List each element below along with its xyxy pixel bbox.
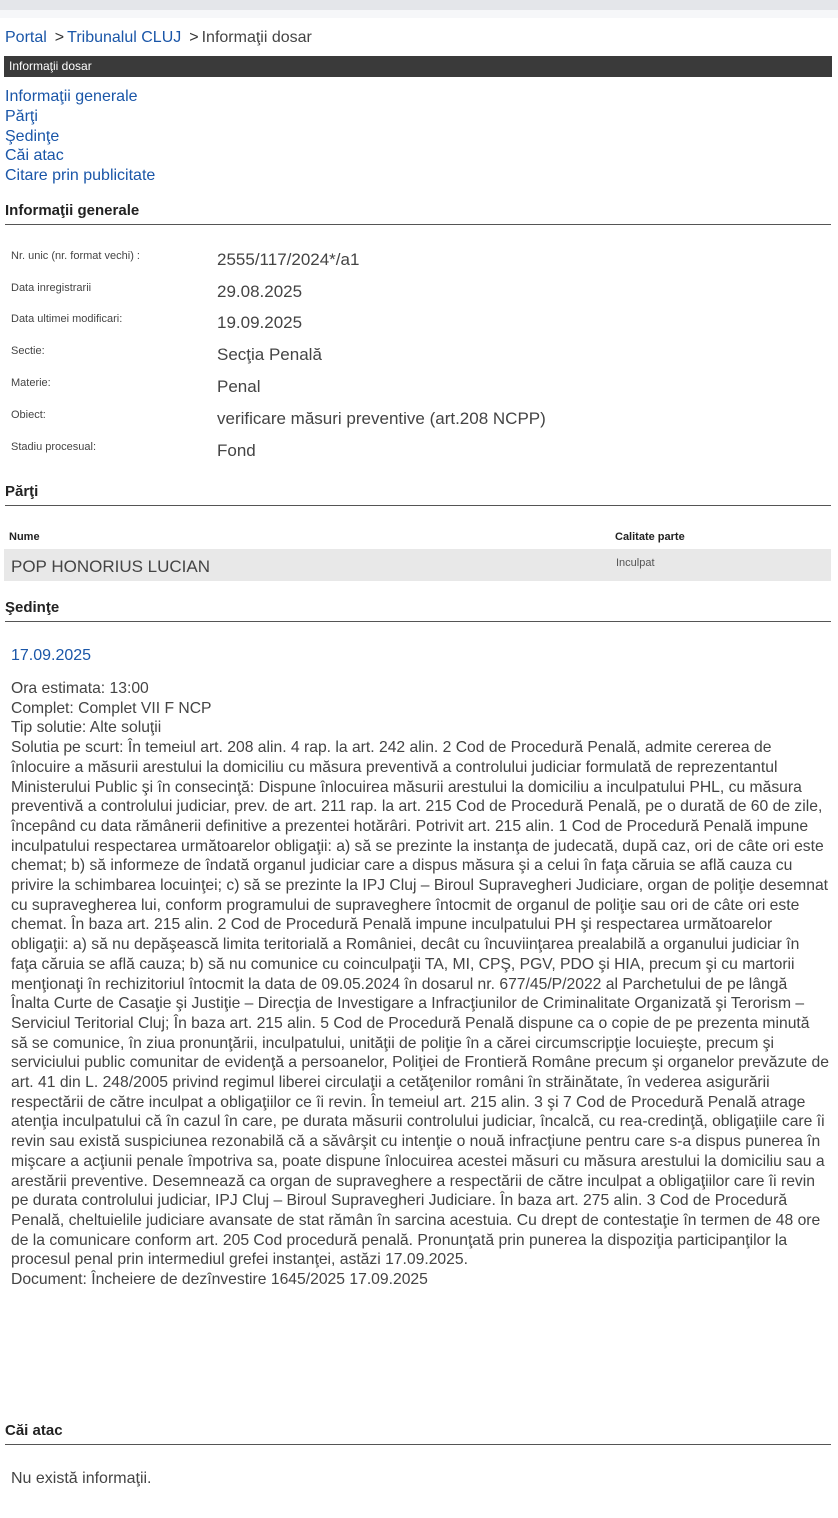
column-header-name: Nume [9,531,40,543]
breadcrumb-current: Informaţii dosar [201,29,312,46]
info-row [11,313,831,343]
info-row [11,441,831,471]
info-row [11,377,831,407]
session-solution-type: Tip solutie: Alte soluţii [11,719,162,737]
info-label: Materie: [11,377,51,389]
session-time: Ora estimata: 13:00 [11,680,149,697]
info-value: verificare măsuri preventive (art.208 NCPP) [217,409,546,428]
top-browser-bar [0,0,838,10]
section-title-appeals: Căi atac [5,1422,831,1445]
info-row [11,409,831,439]
session-document: Document: Încheiere de dezînvestire 1645/2025 17.09.2025 [11,1271,428,1289]
info-label: Stadiu procesual: [11,441,96,453]
page-header-bar: Informaţii dosar [4,56,832,77]
party-name: POP HONORIUS LUCIAN [11,557,211,576]
info-label: Sectie: [11,345,45,357]
nav-link-sessions[interactable]: Şedinţe [5,127,60,145]
section-nav [5,87,155,186]
breadcrumb-separator: > [189,29,199,46]
info-label: Nr. unic (nr. format vechi) : [11,250,140,262]
breadcrumb [5,28,312,48]
info-label: Obiect: [11,409,46,421]
session-solution-summary: Solutia pe scurt: În temeiul art. 208 alin. 4 rap. la art. 242 alin. 2 Cod de Procedură Penală, admite cererea de înlocuire a măsurii arestului la domiciliu cu măsura preventivă a controlului judiciar formulată de reprezentantul Ministerului Public şi în consecinţă: Dispune înlocuirea măsurii arestului la domiciliu a inculpatului PHL, cu măsura preventivă a controlului judiciar, prev. de art. 211 rap. la art. 215 Cod de Procedură Penală, pe o durată de 60 de zile, începând cu data rămânerii definitive a prezentei hotărâri. Potrivit art. 215 alin. 1 Cod de Procedură Penală impune inculpatului respectarea următoarelor obligaţii: a) să se prezinte la instanţa de judecată, după caz, ori de câte ori este chemat; b) să informeze de îndată organul judiciar care a dispus măsura şi a celui în faţa căruia se află cauza cu privire la schimbarea locuinţei; c) să se prezinte la IPJ Cluj – Biroul Supravegheri Judiciare, organ de poliţie desemnat cu supravegherea lui, conform programului de supraveghere întocmit de organul de poliţie sau ori de câte ori este chemat. În baza art. 215 alin. 2 Cod de Procedură Penală impune inculpatului PH şi respectarea următoarelor obligaţii: a) să nu depăşească limita teritorială a României, decât cu încuviinţarea prealabilă a organului judiciar în faţa căruia se află cauza; b) să nu comunice cu coinculpaţii TA, MI, CPŞ, PGV, PDO şi HIA, precum şi cu martorii menţionaţi în rechizitoriul întocmit la data de 09.05.2024 în dosarul nr. 677/45/P/2022 al Parchetului de pe lângă Înalta Curte de Casaţie şi Justiţie – Direcţia de Investigare a Infracţiunilor de Criminalitate Organizată şi Terorism – Serviciul Teritorial Cluj; În baza art. 215 alin. 5 Cod de Procedură Penală dispune ca o copie de pe prezenta minută să se comunice, în ziua pronunţării, inculpatului, unităţii de poliţie în a cărei circumscripţie locuieşte, precum şi serviciului public comunitar de evidenţă a persoanelor, Poliţiei de Frontieră Române precum şi organelor prevăzute de art. 41 din L. 248/2005 privind regimul liberei circulaţii a cetăţenilor români în străinătate, în vederea asigurării respectării de către inculpat a obligaţiilor ce îi revin. În temeiul art. 215 alin. 3 şi 7 Cod de Procedură Penală atrage atenţia inculpatului că în cazul în care, pe durata măsurii controlului judiciar, încalcă, cu rea-credinţă, obligaţiile care îi revin sau există suspiciunea rezonabilă că a săvârşit cu intenţie o nouă infracţiune pentru care s-a dispus punerea în mişcare a acţiunii penale împotriva sa, poate dispune înlocuirea acestei măsuri cu măsura arestului la domiciliu sau a arestării preventive. Desemnează ca organ de supraveghere a respectării de către inculpat a obligaţiilor care îi revin pe durata controlului judiciar, IPJ Cluj – Biroul Supravegheri Judiciare. În baza art. 275 alin. 3 Cod de Procedură Penală, cheltuielile judiciare avansate de stat rămân în sarcina acestuia. Cu drept de contestaţie în termen de 48 ore de la comunicare conform art. 205 Cod procedură penală. Pronunţată prin punerea la dispoziţia participanţilor la procesul penal prin intermediul grefei instanţei, astăzi 17.09.2025. [11,739,829,1269]
info-value: Secţia Penală [217,345,322,364]
info-value: Fond [217,441,256,460]
info-label: Data inregistrarii [11,282,92,294]
info-row [11,250,831,280]
nav-link-appeals[interactable]: Căi atac [5,147,64,165]
column-header-role: Calitate parte [615,531,685,543]
info-row [11,282,831,312]
breadcrumb-court-link[interactable]: Tribunalul CLUJ [67,29,182,46]
info-value: 29.08.2025 [217,282,303,301]
info-value: Penal [217,377,261,396]
appeals-empty-message: Nu există informaţii. [11,1470,152,1487]
nav-link-citation[interactable]: Citare prin publicitate [5,167,156,185]
session-details [11,679,829,1290]
section-title-general: Informaţii generale [5,202,831,225]
top-bar-shadow [0,10,838,18]
info-value: 2555/117/2024*/a1 [217,250,360,269]
nav-link-general[interactable]: Informaţii generale [5,88,138,105]
info-label: Data ultimei modificari: [11,313,123,325]
section-title-sessions: Şedinţe [5,599,831,622]
session-date: 17.09.2025 [11,647,92,664]
nav-link-parties[interactable]: Părţi [5,107,38,125]
party-role: Inculpat [616,557,655,569]
info-value: 19.09.2025 [217,313,303,332]
info-row [11,345,831,375]
table-row [4,549,831,581]
breadcrumb-separator: > [54,29,65,46]
section-title-parties: Părţi [5,483,831,506]
breadcrumb-portal-link[interactable]: Portal [5,29,47,46]
session-panel: Complet: Complet VII F NCP [11,699,212,717]
